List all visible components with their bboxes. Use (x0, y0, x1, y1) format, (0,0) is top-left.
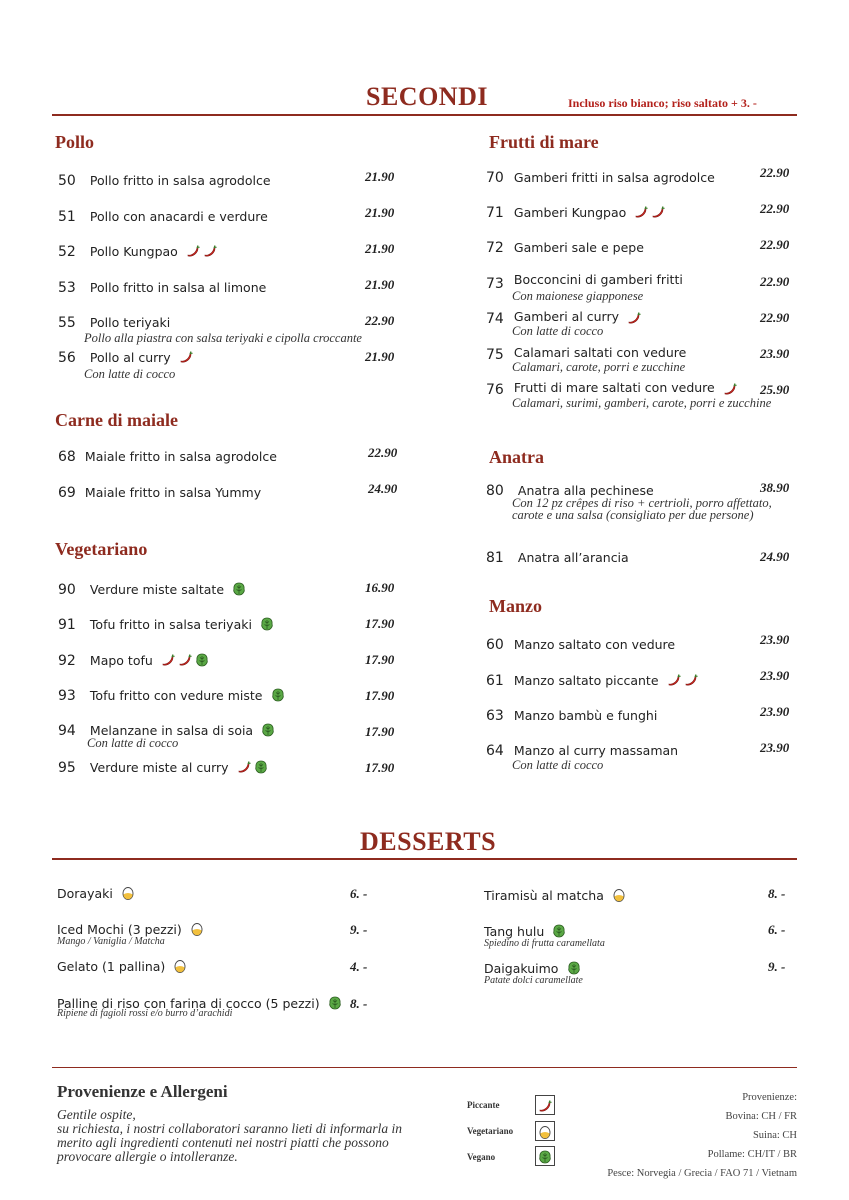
menu-item (58, 757, 268, 776)
item-number: 74 (486, 311, 504, 327)
item-price: 22.90 (368, 445, 398, 460)
chili-pepper-icon (237, 759, 251, 773)
item-number: 73 (486, 276, 504, 292)
item-price: 21.90 (365, 349, 395, 364)
item-name: Bocconcini di gamberi fritti (513, 272, 683, 287)
item-name: Pollo fritto in salsa al limone (89, 280, 267, 295)
legend-box-spicy (535, 1095, 555, 1115)
lettuce-icon (261, 722, 275, 736)
item-price: 23.90 (760, 632, 790, 647)
item-price: 22.90 (760, 165, 790, 180)
item-description-line: carote e una salsa (consigliato per due persone) (512, 508, 754, 522)
chili-pepper-icon (178, 652, 192, 666)
chili-pepper-icon (203, 243, 217, 257)
item-price: 17.90 (365, 688, 395, 703)
item-name: Gamberi al curry (513, 309, 620, 324)
item-name: Gamberi sale e pepe (513, 240, 644, 255)
item-name: Manzo al curry massaman (513, 743, 679, 758)
chili-pepper-icon (627, 310, 641, 324)
item-name: Tofu fritto in salsa teriyaki (89, 617, 252, 632)
item-name: Manzo saltato con vedure (513, 637, 676, 652)
section-title-pollo: Pollo (55, 132, 94, 152)
item-name: Tiramisù al matcha (484, 888, 604, 903)
item-price: 24.90 (760, 549, 790, 564)
chili-pepper-icon (667, 672, 681, 686)
allergen-notice (57, 1108, 402, 1164)
item-price: 8. - (768, 886, 786, 901)
item-name: Manzo saltato piccante (513, 673, 659, 688)
item-name: Anatra alla pechinese (517, 483, 654, 498)
item-price: 22.90 (365, 313, 395, 328)
item-number: 94 (58, 723, 76, 739)
legend-box-vegan (535, 1146, 555, 1166)
item-price: 22.90 (760, 201, 790, 216)
item-number: 55 (58, 315, 76, 331)
item-number: 76 (486, 382, 504, 398)
legend-label-vegan: Vegano (467, 1152, 496, 1162)
page-title: SECONDI (366, 82, 488, 111)
item-price: 21.90 (365, 205, 395, 220)
lettuce-icon (254, 759, 268, 773)
lettuce-icon (271, 687, 285, 701)
item-price: 4. - (350, 959, 368, 974)
item-number: 68 (58, 449, 76, 465)
provenienze-line: Suina: CH (752, 1130, 797, 1141)
item-description: Calamari, carote, porri e zucchine (512, 360, 686, 374)
item-description: Calamari, surimi, gamberi, carote, porri e zucchine (512, 396, 772, 410)
item-name: Iced Mochi (3 pezzi) (57, 922, 182, 937)
section-title-frutti-di-mare: Frutti di mare (489, 132, 599, 152)
item-description: Con maionese giapponese (512, 289, 644, 303)
allergen-notice-line: merito agli ingredienti contenuti nei nostri piatti che possono (57, 1135, 389, 1150)
item-name: Pollo fritto in salsa agrodolce (89, 173, 271, 188)
chili-pepper-icon (634, 204, 648, 218)
menu-item (58, 206, 268, 225)
item-number: 60 (486, 637, 504, 653)
menu-item (58, 170, 271, 189)
item-price: 17.90 (365, 760, 395, 775)
dessert-item (57, 956, 187, 975)
egg-icon (190, 921, 204, 935)
lettuce-icon (567, 960, 581, 974)
item-name: Tofu fritto con vedure miste (89, 688, 263, 703)
item-description: Con latte di cocco (512, 324, 604, 338)
menu-item (486, 167, 715, 186)
item-description: Ripiene di fagioli rossi e/o burro d’arachidi (57, 1008, 233, 1019)
egg-icon (612, 887, 626, 901)
item-number: 75 (486, 347, 504, 363)
egg-icon (173, 958, 187, 972)
egg-icon (538, 1124, 552, 1138)
item-name: Mapo tofu (89, 653, 153, 668)
section-title-vegetariano: Vegetariano (55, 539, 148, 559)
item-number: 50 (58, 173, 76, 189)
item-number: 80 (486, 483, 504, 499)
item-name: Gamberi Kungpao (513, 205, 627, 220)
rice-note: Incluso riso bianco; riso saltato + 3. - (568, 96, 757, 110)
provenienze-line: Pollame: CH/IT / BR (707, 1149, 797, 1160)
provenienze-line: Bovina: CH / FR (725, 1111, 797, 1122)
menu-item (58, 312, 170, 331)
item-name: Manzo bambù e funghi (513, 708, 658, 723)
item-number: 81 (486, 550, 504, 566)
item-price: 17.90 (365, 724, 395, 739)
menu-item (486, 705, 657, 724)
allergen-notice-line: su richiesta, i nostri collaboratori saranno lieti di informarla in (57, 1121, 403, 1136)
chili-pepper-icon (723, 381, 737, 395)
item-number: 90 (58, 582, 76, 598)
item-description (512, 497, 772, 521)
item-name: Gelato (1 pallina) (57, 959, 166, 974)
item-price: 25.90 (760, 382, 790, 397)
item-description: Con latte di cocco (84, 367, 176, 381)
section-title-manzo: Manzo (489, 596, 542, 616)
item-description: Con latte di cocco (87, 736, 179, 750)
lettuce-icon (538, 1149, 552, 1163)
item-number: 56 (58, 350, 76, 366)
menu-item (486, 670, 698, 689)
item-name: Palline di riso con farina di cocco (5 pezzi) (57, 996, 320, 1011)
item-number: 53 (58, 280, 76, 296)
section-title-anatra: Anatra (489, 447, 544, 467)
item-name: Pollo Kungpao (89, 244, 178, 259)
item-number: 70 (486, 170, 504, 186)
footer-title: Provenienze e Allergeni (57, 1082, 228, 1101)
item-price: 38.90 (760, 480, 790, 495)
item-name: Calamari saltati con vedure (513, 345, 687, 360)
egg-icon (121, 885, 135, 899)
item-name: Verdure miste al curry (89, 760, 229, 775)
item-price: 9. - (768, 959, 786, 974)
item-number: 63 (486, 708, 504, 724)
chili-pepper-icon (538, 1098, 552, 1112)
desserts-divider (52, 858, 797, 860)
menu-item (58, 446, 277, 465)
item-name: Verdure miste saltate (89, 582, 225, 597)
legend-label-vegetarian: Vegetariano (467, 1126, 514, 1136)
menu-item (486, 547, 629, 566)
menu-item (486, 202, 665, 221)
lettuce-icon (328, 995, 342, 1009)
provenienze-line: Pesce: Norvegia / Grecia / FAO 71 / Vietnam (607, 1168, 797, 1179)
item-number: 52 (58, 244, 76, 260)
item-name: Anatra all’arancia (517, 550, 629, 565)
item-name: Gamberi fritti in salsa agrodolce (513, 170, 715, 185)
item-price: 22.90 (760, 310, 790, 325)
menu-item (58, 482, 261, 501)
item-description-line: Con 12 pz crêpes di riso + certrioli, porro affettato, (512, 496, 772, 510)
menu-item (58, 650, 209, 669)
item-price: 6. - (768, 922, 786, 937)
dessert-item (57, 883, 135, 902)
item-number: 91 (58, 617, 76, 633)
item-price: 6. - (350, 886, 368, 901)
lettuce-icon (232, 581, 246, 595)
item-price: 21.90 (365, 241, 395, 256)
item-price: 9. - (350, 922, 368, 937)
menu-item (486, 740, 678, 759)
legend-label-spicy: Piccante (467, 1100, 500, 1110)
item-price: 22.90 (760, 274, 790, 289)
dessert-item (484, 885, 626, 904)
allergen-notice-line: Gentile ospite, (57, 1107, 136, 1122)
item-price: 23.90 (760, 704, 790, 719)
chili-pepper-icon (161, 652, 175, 666)
item-price: 23.90 (760, 346, 790, 361)
item-price: 22.90 (760, 237, 790, 252)
lettuce-icon (195, 652, 209, 666)
item-name: Daigakuimo (484, 961, 559, 976)
item-name: Pollo teriyaki (89, 315, 171, 330)
chili-pepper-icon (651, 204, 665, 218)
desserts-title: DESSERTS (360, 827, 497, 856)
chili-pepper-icon (684, 672, 698, 686)
section-title-maiale: Carne di maiale (55, 410, 178, 430)
item-number: 72 (486, 240, 504, 256)
item-name: Maiale fritto in salsa agrodolce (84, 449, 277, 464)
item-number: 64 (486, 743, 504, 759)
item-description: Spiedino di frutta caramellata (484, 938, 605, 949)
item-number: 93 (58, 688, 76, 704)
item-price: 23.90 (760, 668, 790, 683)
item-name: Frutti di mare saltati con vedure (513, 380, 715, 395)
item-price: 8. - (350, 996, 368, 1011)
header-divider (52, 114, 797, 116)
item-description: Mango / Vaniglia / Matcha (57, 936, 165, 947)
lettuce-icon (552, 923, 566, 937)
menu-item (58, 241, 217, 260)
menu-item (486, 237, 644, 256)
item-price: 16.90 (365, 580, 395, 595)
allergen-notice-line: provocare allergie o intolleranze. (57, 1149, 238, 1164)
item-price: 21.90 (365, 277, 395, 292)
item-number: 69 (58, 485, 76, 501)
menu-item (58, 347, 193, 366)
provenienze-heading: Provenienze: (742, 1092, 797, 1103)
item-price: 21.90 (365, 169, 395, 184)
item-price: 17.90 (365, 616, 395, 631)
item-description: Patate dolci caramellate (484, 975, 583, 986)
menu-item (58, 579, 246, 598)
provenienze-list (607, 1088, 797, 1183)
chili-pepper-icon (186, 243, 200, 257)
item-number: 95 (58, 760, 76, 776)
item-price: 24.90 (368, 481, 398, 496)
item-number: 71 (486, 205, 504, 221)
menu-item (58, 614, 274, 633)
item-name: Tang hulu (484, 924, 545, 939)
item-name: Pollo al curry (89, 350, 171, 365)
item-name: Dorayaki (57, 886, 113, 901)
legend-box-vegetarian (535, 1121, 555, 1141)
menu-item (486, 634, 675, 653)
item-price: 17.90 (365, 652, 395, 667)
lettuce-icon (260, 616, 274, 630)
footer-divider (52, 1067, 797, 1068)
item-number: 61 (486, 673, 504, 689)
item-description: Pollo alla piastra con salsa teriyaki e cipolla croccante (84, 331, 362, 345)
item-price: 23.90 (760, 740, 790, 755)
item-description: Con latte di cocco (512, 758, 604, 772)
item-number: 92 (58, 653, 76, 669)
item-name: Maiale fritto in salsa Yummy (84, 485, 262, 500)
menu-item (58, 277, 266, 296)
chili-pepper-icon (179, 349, 193, 363)
item-name: Pollo con anacardi e verdure (89, 209, 268, 224)
item-name: Melanzane in salsa di soia (89, 723, 254, 738)
item-number: 51 (58, 209, 76, 225)
menu-item (58, 685, 285, 704)
